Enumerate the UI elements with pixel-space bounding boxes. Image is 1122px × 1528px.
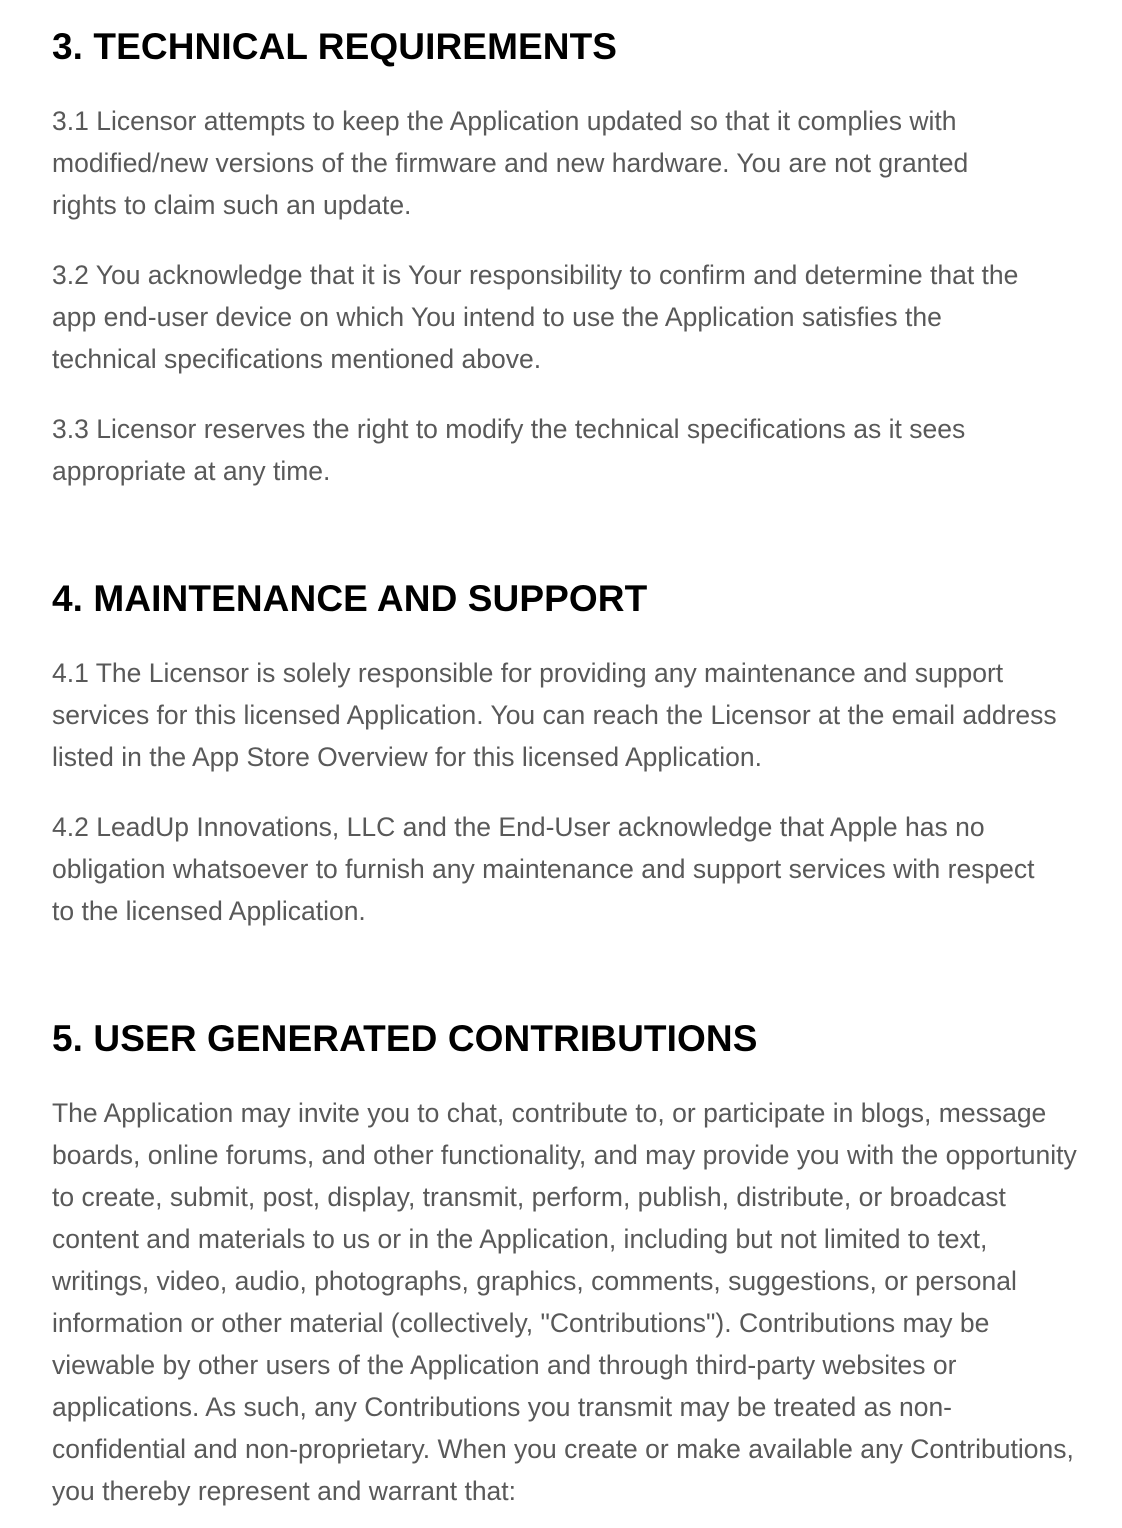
paragraph-3-1: 3.1 Licensor attempts to keep the Application updated so that it complies with modified/new versions of the firmware and new hardware. You are not granted rights to claim such an update.: [52, 106, 969, 220]
paragraph-3-2: 3.2 You acknowledge that it is Your responsibility to confirm and determine that the app end-user device on which You intend to use the Application satisfies the technical specifications mentioned above.: [52, 260, 1019, 374]
paragraph-contributions: The Application may invite you to chat, contribute to, or participate in blogs, message boards, online forums, and other functionality, and may provide you with the opportunity to create, submit, post, display, transmit, perform, publish, distribute, or broadcast content and materials to us or in the Application, including but not limited to text, writings, video, audio, photographs, graphics, comments, suggestions, or personal information or other material (collectively, "Contributions"). Contributions may be viewable by other users of the Application and through third-party websites or applications. As such, any Contributions you transmit may be treated as non-confidential and non-proprietary. When you create or make available any Contributions, you thereby represent and warrant that:: [52, 1098, 1077, 1506]
paragraph-3-3: 3.3 Licensor reserves the right to modify the technical specifications as it sees appropriate at any time.: [52, 414, 966, 486]
section-title-technical-requirements: 3. TECHNICAL REQUIREMENTS: [52, 26, 618, 67]
paragraph-4-1: 4.1 The Licensor is solely responsible for providing any maintenance and support services for this licensed Application. You can reach the Licensor at the email address listed in the App Store Overview for this licensed Application.: [52, 658, 1057, 772]
paragraph-4-2: 4.2 LeadUp Innovations, LLC and the End-User acknowledge that Apple has no obligation whatsoever to furnish any maintenance and support services with respect to the licensed Application.: [52, 812, 1035, 926]
section-title-user-generated-contributions: 5. USER GENERATED CONTRIBUTIONS: [52, 1018, 758, 1059]
section-title-maintenance-and-support: 4. MAINTENANCE AND SUPPORT: [52, 578, 648, 619]
